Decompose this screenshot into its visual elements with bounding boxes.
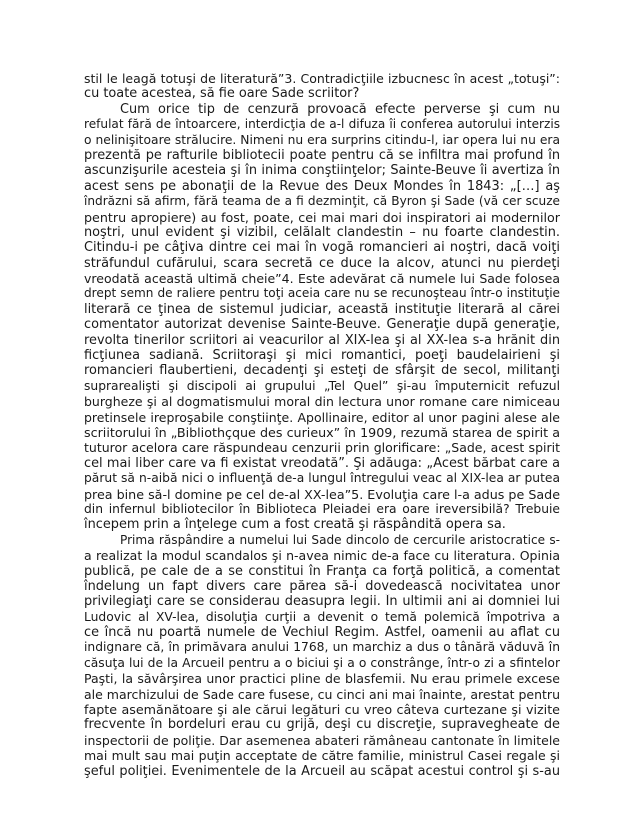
text-line: tuturor acelora care răspundeau cenzurii prin glorificare: „Sade, acest spirit (84, 440, 560, 456)
text-line: ascunzişurile acesteia şi în inima conştiinţelor; Sainte-Beuve îi avertiza în (84, 163, 560, 179)
paragraph-2 (84, 102, 560, 533)
text-line: Citindu-i pe câţiva dintre cei mai în vogă romancieri ai noştri, dacă voiţi (84, 240, 560, 256)
text-line: revolta tinerilor scriitori ai veacurilor al XIX-lea şi al XX-lea s-a hrănit din (84, 332, 560, 348)
text-line: scriitorului în „Bibliothçque des curieux” în 1909, rezumă starea de spirit a (84, 424, 560, 440)
text-line: prea bine să-l domine pe cel de-al XX-lea”5. Evoluţia care l-a adus pe Sade (84, 486, 560, 502)
text-line: părut să n-aibă nici o influenţă de-a lungul întregului veac al XIX-lea ar putea (84, 471, 560, 486)
text-line: stil le leagă totuşi de literatură”3. Contradicţiile izbucnesc în acest „totuşi”: (84, 71, 560, 86)
text-line: noştri, unul evident şi vizibil, celălalt clandestin – nu foarte clandestin. (84, 224, 560, 240)
text-line: din infernul bibliotecilor în Biblioteca Pleiadei era oare ireversibilă? Trebuie (84, 501, 560, 516)
text-line: literară ce ţinea de sistemul judiciar, această instituţie literară al cărei (84, 301, 560, 317)
text-line: indignare că, în primăvara anului 1768, un marchiz a dus o tânără văduvă în (84, 640, 560, 655)
text-line: publică, pe cale de a se constitui în Franţa ca forţă politică, a comentat (84, 563, 560, 579)
text-line: burgheze şi al dogmatismului moral din lectura unor romane care nimiceau (84, 394, 560, 410)
text-line: îndrăzni să afirm, fără teama de a fi dezminţit, că Byron şi Sade (vă cer scuze (84, 194, 560, 209)
text-line: cu toate acestea, să fie oare Sade scriitor? (84, 86, 360, 102)
text-line: suprarealişti şi discipoli ai grupului „Tel Quel” şi-au împuternicit refuzul (84, 378, 560, 393)
text-line: mai mult sau mai puţin acceptate de către familie, ministrul Casei regale şi (84, 748, 560, 764)
text-line: frecvente în bordeluri erau cu grijă, deşi cu discreţie, supravegheate de (84, 717, 560, 733)
text-line: începem prin a înţelege cum a fost creată şi răspândită opera sa. (84, 517, 506, 533)
text-line: drept semn de raliere pentru toţi aceia care nu se recunoşteau într-o instituţie (84, 286, 560, 301)
text-line: cel mai liber care va fi existat vreodată”. Şi adăuga: „Acest bărbat care a (84, 455, 560, 471)
text-line: Prima răspândire a numelui lui Sade dincolo de cercurile aristocratice s- (120, 532, 560, 547)
text-line: Ludovic al XV-lea, disoluţia curţii a devenit o temă polemică împotriva a (84, 609, 560, 624)
text-line: Cum orice tip de cenzură provoacă efecte perverse şi cum nu (120, 101, 560, 117)
text-line: inspectorii de poliţie. Dar asemenea abateri rămâneau cantonate în limitele (84, 732, 560, 748)
text-line: pretinsele ireproşabile conştiinţe. Apollinaire, editor al unor pagini alese ale (84, 409, 560, 425)
text-line: acest sens pe abonaţii de la Revue des Deux Mondes în 1843: „[…] aş (84, 178, 560, 194)
text-line: comentator autorizat devenise Sainte-Beuve. Generaţie după generaţie, (84, 317, 560, 333)
text-line: a realizat la modul scandalos şi n-avea nimic de-a face cu literatura. Opinia (84, 548, 560, 564)
text-line: şeful poliţiei. Evenimentele de la Arcueil au scăpat acestui control şi s-au (84, 763, 560, 779)
text-line: pentru apropiere) au fost, poate, cei mai mari doi inspiratori ai modernilor (84, 209, 560, 225)
text-line: fapte asemănătoare şi ale cărui legături cu vreo câteva curtezane şi vizite (84, 702, 560, 718)
text-line: ale marchizului de Sade care fusese, cu cinci ani mai înainte, arestat pentru (84, 686, 560, 702)
text-line: romancieri flaubertieni, decadenţi şi esteţi de sfârşit de secol, militanţi (84, 363, 560, 379)
document-page (84, 71, 560, 779)
text-line: ficţiunea sadiană. Scriitoraşi şi mici romantici, poeţi baudelairieni şi (84, 348, 560, 364)
text-line: prezentă pe rafturile bibliotecii poate pentru că se infiltra mai profund în (84, 147, 560, 163)
text-line: refulat fără de întoarcere, interdicţia de a-l difuza îi conferea autorului interzis (84, 117, 560, 132)
text-line: căsuţa lui de la Arcueil pentru a o biciui şi a o constrânge, într-o zi a sfintelor (84, 655, 560, 670)
text-line: vreodată această ultimă cheie”4. Este adevărat că numele lui Sade folosea (84, 271, 560, 287)
paragraph-3 (84, 533, 560, 779)
text-line: o nelinişitoare strălucire. Nimeni nu era surprins citindu-l, iar opera lui nu era (84, 132, 560, 147)
text-line: îndelung un fapt divers care părea să-i dovedească nocivitatea unor (84, 578, 560, 594)
paragraph-1 (84, 71, 560, 102)
text-line: Paşti, la săvârşirea unor practici pline de blasfemii. Nu erau primele excese (84, 671, 560, 687)
text-line: privilegiaţi care se considerau deasupra legii. În ultimii ani ai domniei lui (84, 594, 560, 610)
text-line: străfundul cufărului, scara secretă ce duce la alcov, atunci nu pierdeţi (84, 255, 560, 271)
text-line: ce încă nu poartă numele de Vechiul Regim. Astfel, oamenii au aflat cu (84, 625, 560, 641)
